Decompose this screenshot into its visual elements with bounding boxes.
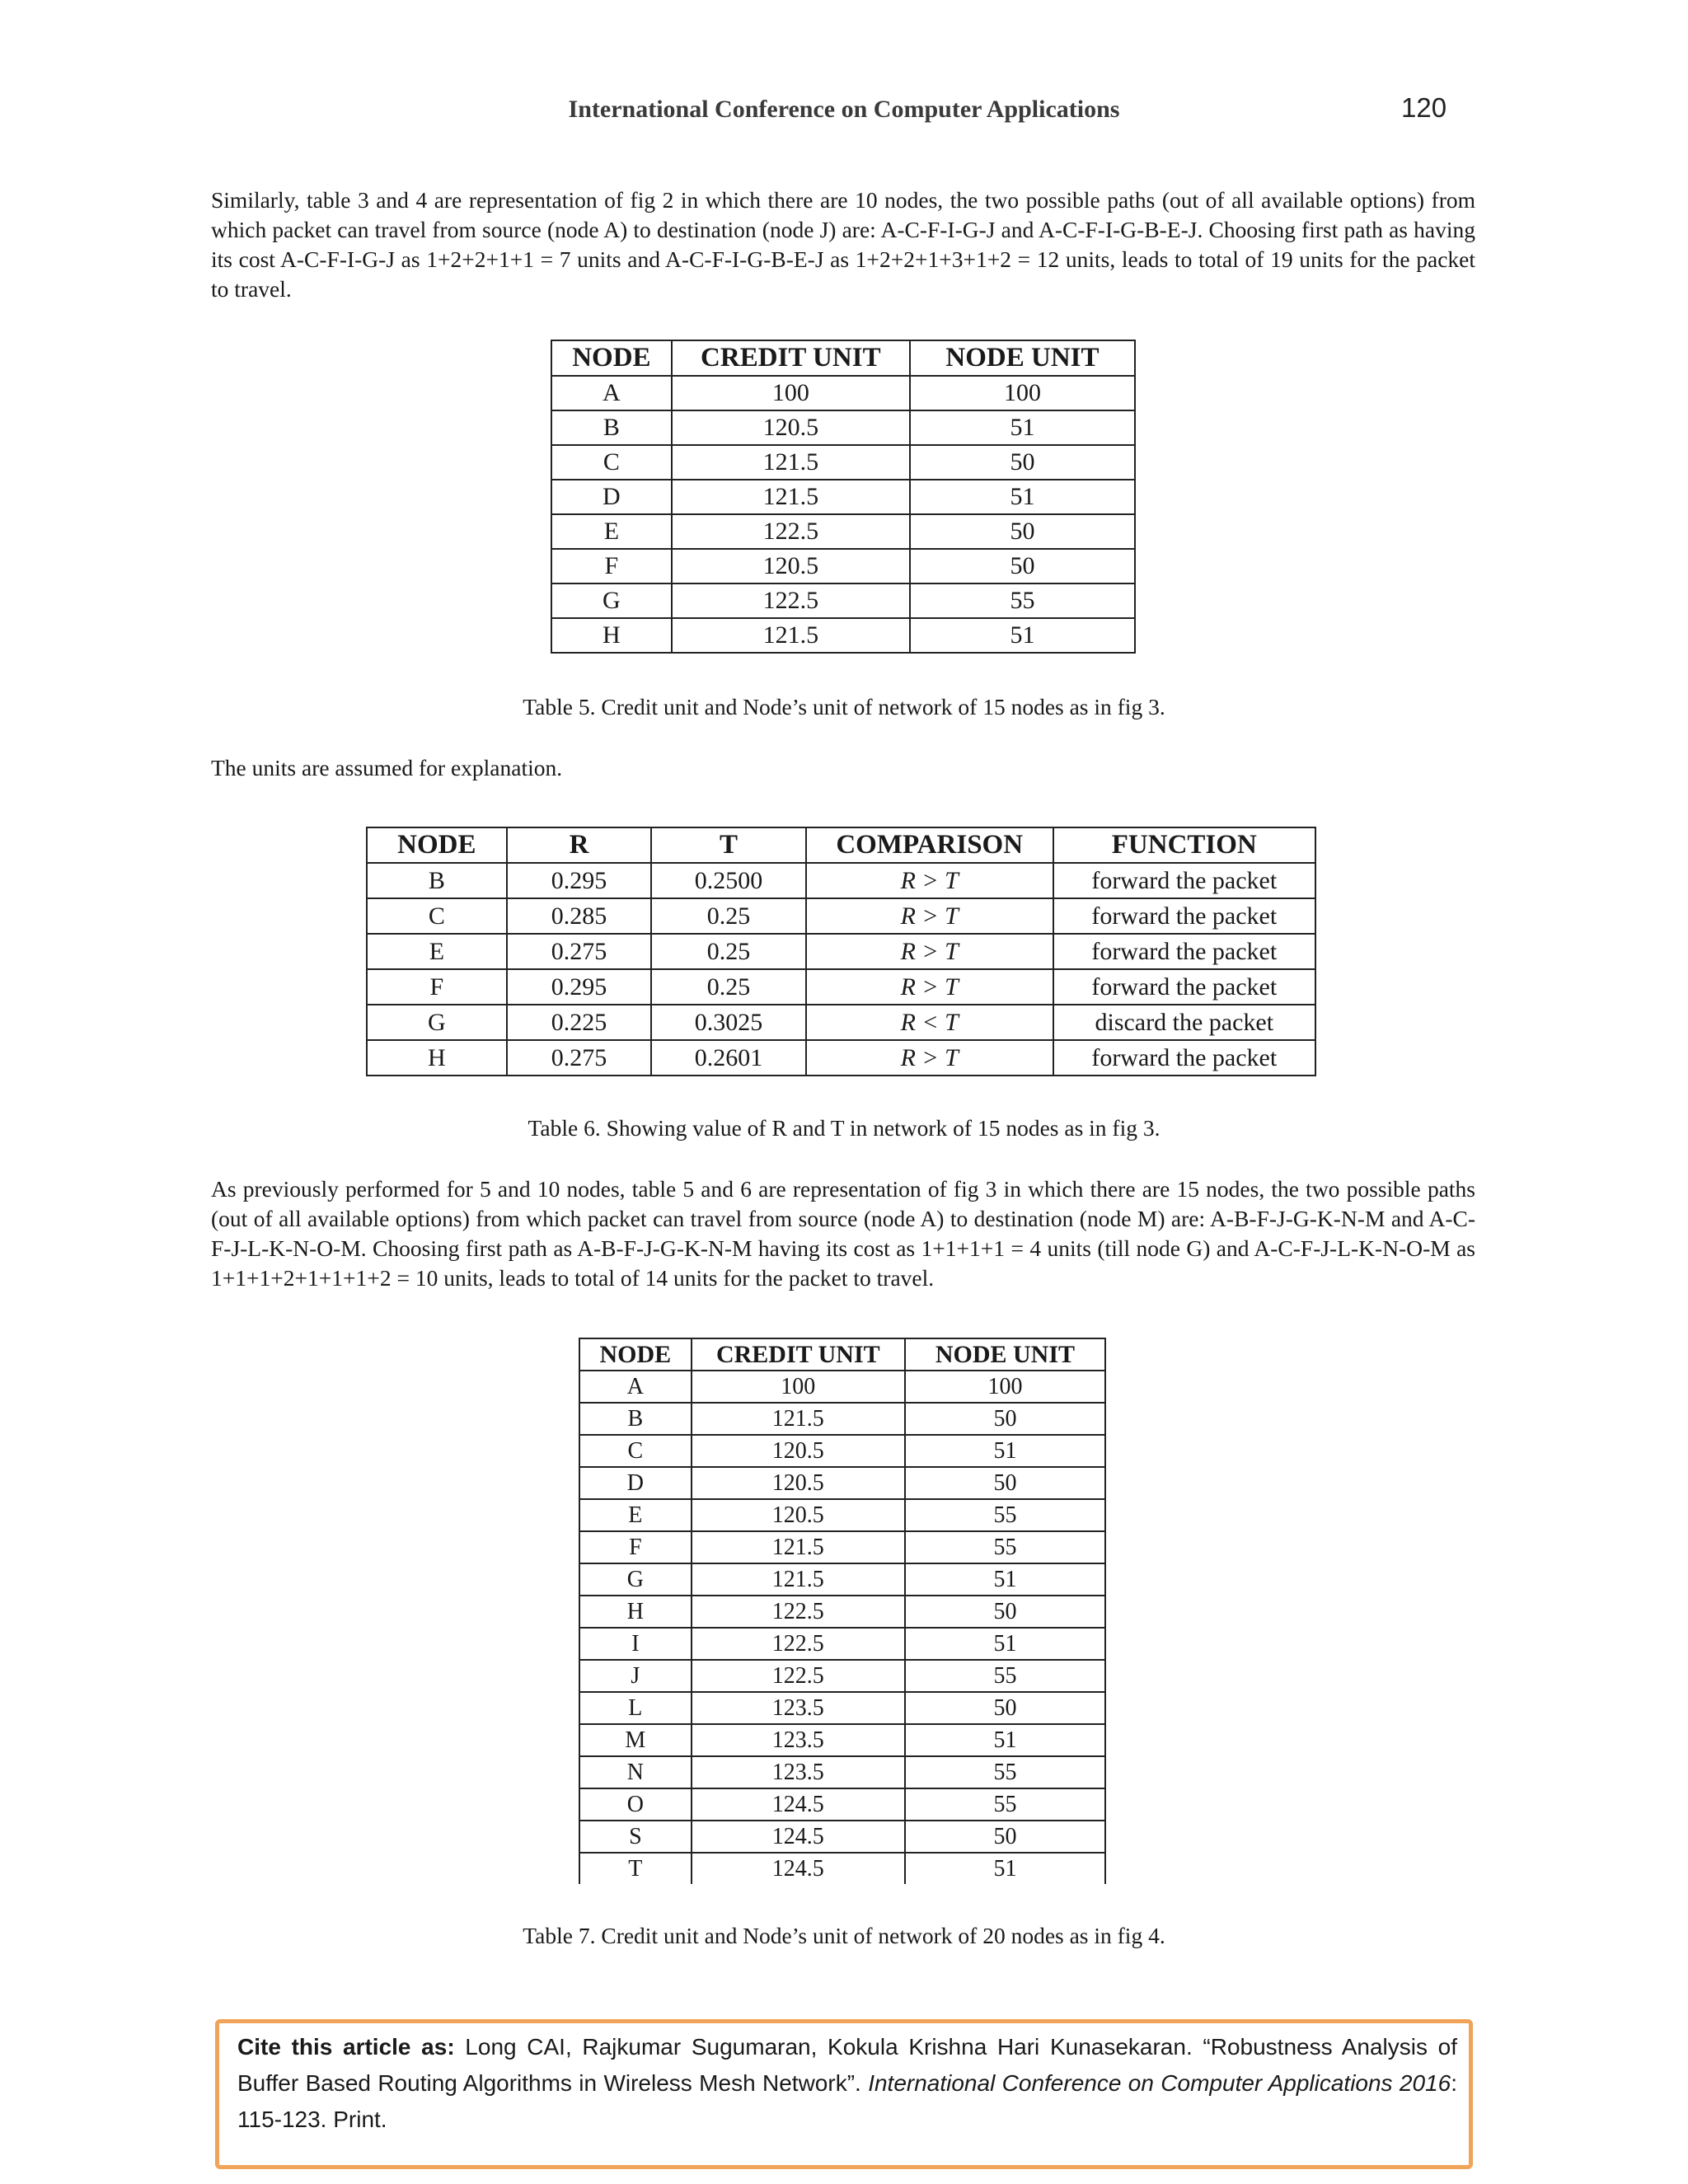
table-row: [579, 1821, 1105, 1853]
table-cell: 120.5: [692, 1467, 905, 1499]
page-number: 120: [1401, 92, 1447, 123]
citation-text: [237, 2029, 1457, 2138]
table-cell: 51: [905, 1724, 1105, 1756]
table-6: [366, 827, 1316, 1076]
table-header-row: [579, 1338, 1105, 1371]
table-row: [551, 480, 1135, 514]
table-cell: F: [367, 969, 507, 1005]
table-cell: forward the packet: [1053, 1040, 1315, 1076]
explanation-note: The units are assumed for explanation.: [211, 755, 563, 780]
table-cell: 124.5: [692, 1853, 905, 1884]
table-cell: 122.5: [672, 583, 910, 618]
table-cell: H: [579, 1596, 692, 1628]
table-cell: 121.5: [672, 618, 910, 653]
table-row: [551, 618, 1135, 653]
table-row: [579, 1499, 1105, 1531]
table-cell: G: [579, 1563, 692, 1596]
table-cell: 120.5: [672, 549, 910, 583]
table-row: [579, 1628, 1105, 1660]
table-cell: 122.5: [672, 514, 910, 549]
table-cell: 51: [905, 1853, 1105, 1884]
table-cell: G: [367, 1005, 507, 1040]
paragraph-1: Similarly, table 3 and 4 are representation of fig 2 in which there are 10 nodes, the two possible paths (out of all available options) from which packet can travel from source (node A) to destination (node J) are: A-C-F-I-G-J and A-C-F-I-G-B-E-J. Choosing first path as having its cost A-C-F-I-G-J as 1+2+2+1+1 = 7 units and A-C-F-I-G-B-E-J as 1+2+2+1+3+1+2 = 12 units, leads to total of 19 units for the packet to travel.: [211, 187, 1475, 302]
table-cell: 122.5: [692, 1596, 905, 1628]
table-cell: 121.5: [692, 1403, 905, 1435]
table-row: [551, 583, 1135, 618]
table-cell: E: [579, 1499, 692, 1531]
table-cell: 51: [910, 410, 1135, 445]
table-cell: 55: [905, 1756, 1105, 1788]
table-cell: 51: [910, 480, 1135, 514]
table-row: [367, 1040, 1315, 1076]
table-row: [367, 969, 1315, 1005]
table-cell: 50: [905, 1467, 1105, 1499]
table-cell: 121.5: [692, 1563, 905, 1596]
table-cell: 55: [905, 1531, 1105, 1563]
table-cell: 124.5: [692, 1821, 905, 1853]
table-cell: 0.25: [651, 969, 806, 1005]
table-row: [367, 863, 1315, 898]
table-cell: 51: [905, 1563, 1105, 1596]
table-row: [579, 1660, 1105, 1692]
table-cell: B: [579, 1403, 692, 1435]
table-5-caption: Table 5. Credit unit and Node’s unit of network of 15 nodes as in fig 3.: [523, 694, 1165, 719]
table-header-row: [551, 340, 1135, 376]
table-cell: R < T: [806, 1005, 1053, 1040]
table-cell: L: [579, 1692, 692, 1724]
table-row: [551, 376, 1135, 410]
table-cell: 0.25: [651, 934, 806, 969]
table-cell: 100: [672, 376, 910, 410]
table-row: [579, 1692, 1105, 1724]
citation-venue: International Conference on Computer Applications 2016: [868, 2070, 1451, 2096]
paragraph-2: As previously performed for 5 and 10 nodes, table 5 and 6 are representation of fig 3 in which there are 15 nodes, the two possible paths (out of all available options) from which packet can travel from source (node A) to destination (node M) are: A-B-F-J-G-K-N-M and A-C-F-J-L-K-N-O-M. Choosing first path as A-B-F-J-G-K-N-M having its cost as 1+1+1+1 = 4 units (till node G) and A-C-F-J-L-K-N-O-M as 1+1+1+2+1+1+1+2 = 10 units, leads to total of 14 units for the packet to travel.: [211, 1176, 1475, 1291]
table-cell: F: [551, 549, 672, 583]
table-row: [579, 1853, 1105, 1884]
table-row: [579, 1531, 1105, 1563]
table-cell: 50: [910, 549, 1135, 583]
table-cell: forward the packet: [1053, 898, 1315, 934]
column-header: R: [507, 827, 652, 863]
table-cell: forward the packet: [1053, 863, 1315, 898]
table-cell: H: [551, 618, 672, 653]
table-row: [579, 1756, 1105, 1788]
table-cell: A: [579, 1371, 692, 1403]
table-cell: 0.295: [507, 863, 652, 898]
column-header: COMPARISON: [806, 827, 1053, 863]
citation-authors-title: Long CAI, Rajkumar Sugumaran, Kokula Krishna Hari Kunasekaran. “Robustness Analysis of Buffer Based Routing Algorithms in Wireless Mesh Network”.: [237, 2034, 1457, 2096]
table-row: [579, 1563, 1105, 1596]
table-row: [579, 1788, 1105, 1821]
table-cell: forward the packet: [1053, 934, 1315, 969]
table-cell: 124.5: [692, 1788, 905, 1821]
table-cell: C: [551, 445, 672, 480]
table-cell: 120.5: [672, 410, 910, 445]
table-5: [551, 340, 1136, 654]
column-header: NODE UNIT: [905, 1338, 1105, 1371]
column-header: NODE UNIT: [910, 340, 1135, 376]
table-row: [579, 1596, 1105, 1628]
table-cell: 50: [905, 1596, 1105, 1628]
table-cell: C: [579, 1435, 692, 1467]
table-cell: forward the packet: [1053, 969, 1315, 1005]
table-cell: 51: [905, 1628, 1105, 1660]
table-cell: B: [551, 410, 672, 445]
table-row: [367, 898, 1315, 934]
table-cell: 121.5: [672, 480, 910, 514]
table-cell: A: [551, 376, 672, 410]
table-cell: R > T: [806, 863, 1053, 898]
table-7-caption: Table 7. Credit unit and Node’s unit of network of 20 nodes as in fig 4.: [523, 1923, 1165, 1948]
table-cell: 123.5: [692, 1724, 905, 1756]
table-cell: 0.2601: [651, 1040, 806, 1076]
column-header: NODE: [551, 340, 672, 376]
table-cell: R > T: [806, 898, 1053, 934]
table-cell: D: [551, 480, 672, 514]
table-cell: 55: [905, 1660, 1105, 1692]
table-row: [579, 1403, 1105, 1435]
table-cell: 0.295: [507, 969, 652, 1005]
column-header: T: [651, 827, 806, 863]
table-cell: T: [579, 1853, 692, 1884]
table-row: [579, 1435, 1105, 1467]
citation-label: Cite this article as:: [237, 2034, 455, 2060]
column-header: NODE: [367, 827, 507, 863]
table-cell: 55: [910, 583, 1135, 618]
table-cell: 0.285: [507, 898, 652, 934]
table-row: [551, 549, 1135, 583]
table-header-row: [367, 827, 1315, 863]
table-cell: 122.5: [692, 1660, 905, 1692]
table-cell: 121.5: [692, 1531, 905, 1563]
table-cell: 100: [905, 1371, 1105, 1403]
table-cell: 0.25: [651, 898, 806, 934]
table-cell: 100: [692, 1371, 905, 1403]
table-row: [367, 1005, 1315, 1040]
table-cell: 121.5: [672, 445, 910, 480]
column-header: FUNCTION: [1053, 827, 1315, 863]
table-cell: 0.275: [507, 934, 652, 969]
table-cell: C: [367, 898, 507, 934]
table-cell: D: [579, 1467, 692, 1499]
running-header-title: International Conference on Computer Applications: [568, 96, 1120, 123]
table-cell: discard the packet: [1053, 1005, 1315, 1040]
table-cell: 50: [905, 1403, 1105, 1435]
table-cell: O: [579, 1788, 692, 1821]
table-cell: H: [367, 1040, 507, 1076]
table-cell: 0.2500: [651, 863, 806, 898]
table-6-caption: Table 6. Showing value of R and T in network of 15 nodes as in fig 3.: [528, 1115, 1160, 1141]
table-cell: 120.5: [692, 1435, 905, 1467]
table-cell: E: [367, 934, 507, 969]
table-row: [579, 1371, 1105, 1403]
table-row: [551, 514, 1135, 549]
table-row: [551, 410, 1135, 445]
table-cell: 123.5: [692, 1756, 905, 1788]
table-cell: 50: [910, 514, 1135, 549]
table-cell: J: [579, 1660, 692, 1692]
table-row: [367, 934, 1315, 969]
table-cell: 50: [905, 1821, 1105, 1853]
table-cell: 50: [910, 445, 1135, 480]
table-cell: F: [579, 1531, 692, 1563]
table-cell: S: [579, 1821, 692, 1853]
column-header: CREDIT UNIT: [672, 340, 910, 376]
table-cell: 120.5: [692, 1499, 905, 1531]
citation-pages: : 115-123. Print.: [237, 2070, 1457, 2132]
table-cell: 0.3025: [651, 1005, 806, 1040]
table-cell: R > T: [806, 1040, 1053, 1076]
table-cell: 122.5: [692, 1628, 905, 1660]
column-header: NODE: [579, 1338, 692, 1371]
table-cell: E: [551, 514, 672, 549]
table-cell: 123.5: [692, 1692, 905, 1724]
column-header: CREDIT UNIT: [692, 1338, 905, 1371]
table-cell: B: [367, 863, 507, 898]
table-row: [579, 1724, 1105, 1756]
table-cell: 51: [905, 1435, 1105, 1467]
table-cell: 55: [905, 1788, 1105, 1821]
table-cell: I: [579, 1628, 692, 1660]
table-cell: R > T: [806, 934, 1053, 969]
table-cell: N: [579, 1756, 692, 1788]
table-row: [551, 445, 1135, 480]
table-cell: M: [579, 1724, 692, 1756]
table-7: [579, 1338, 1106, 1884]
table-cell: 100: [910, 376, 1135, 410]
table-row: [579, 1467, 1105, 1499]
table-cell: R > T: [806, 969, 1053, 1005]
table-cell: 50: [905, 1692, 1105, 1724]
table-cell: 0.225: [507, 1005, 652, 1040]
table-cell: 0.275: [507, 1040, 652, 1076]
table-cell: 51: [910, 618, 1135, 653]
table-cell: 55: [905, 1499, 1105, 1531]
table-cell: G: [551, 583, 672, 618]
